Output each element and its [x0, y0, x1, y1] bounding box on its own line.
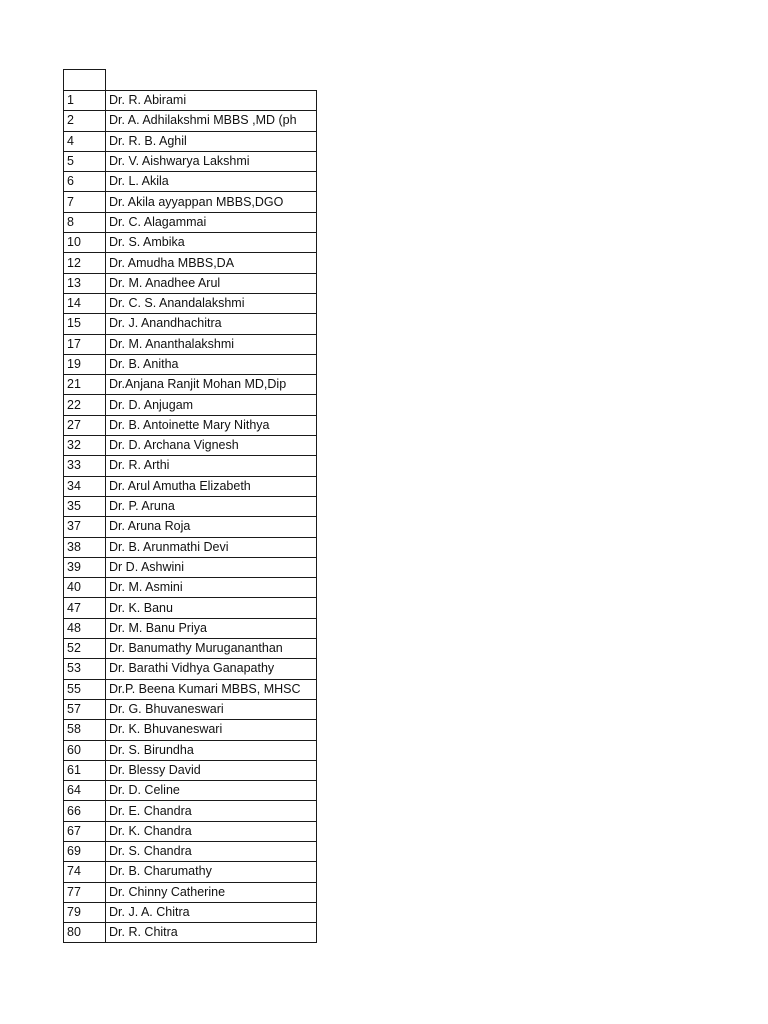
table-row	[64, 598, 317, 618]
header-row	[64, 70, 317, 91]
serial-number-cell: 52	[64, 639, 106, 659]
table-row	[64, 821, 317, 841]
spreadsheet-page	[63, 69, 317, 943]
roster-body	[64, 70, 317, 943]
table-row	[64, 111, 317, 131]
table-row	[64, 395, 317, 415]
serial-number-cell: 67	[64, 821, 106, 841]
doctor-name-cell: Dr. Blessy David	[106, 760, 317, 780]
serial-number-cell: 12	[64, 253, 106, 273]
doctor-name-cell: Dr. B. Charumathy	[106, 862, 317, 882]
doctor-name-cell: Dr. R. Chitra	[106, 923, 317, 943]
table-row	[64, 557, 317, 577]
doctor-name-cell: Dr. J. A. Chitra	[106, 902, 317, 922]
serial-number-cell: 7	[64, 192, 106, 212]
serial-number-cell: 47	[64, 598, 106, 618]
doctor-name-cell: Dr. A. Adhilakshmi MBBS ,MD (ph	[106, 111, 317, 131]
serial-number-cell: 1	[64, 91, 106, 111]
serial-number-cell: 10	[64, 233, 106, 253]
table-row	[64, 354, 317, 374]
serial-number-cell: 15	[64, 314, 106, 334]
doctor-name-cell: Dr. L. Akila	[106, 172, 317, 192]
table-row	[64, 902, 317, 922]
table-row	[64, 841, 317, 861]
serial-number-cell: 19	[64, 354, 106, 374]
table-row	[64, 882, 317, 902]
doctor-name-cell: Dr. Arul Amutha Elizabeth	[106, 476, 317, 496]
table-row	[64, 91, 317, 111]
doctor-name-cell: Dr. G. Bhuvaneswari	[106, 699, 317, 719]
header-number-cell	[64, 70, 106, 91]
serial-number-cell: 53	[64, 659, 106, 679]
table-row	[64, 537, 317, 557]
table-row	[64, 679, 317, 699]
serial-number-cell: 33	[64, 456, 106, 476]
doctor-name-cell: Dr.Anjana Ranjit Mohan MD,Dip	[106, 375, 317, 395]
doctor-name-cell: Dr. R. Abirami	[106, 91, 317, 111]
header-name-cell	[106, 70, 317, 91]
doctor-name-cell: Dr. C. S. Anandalakshmi	[106, 293, 317, 313]
doctor-name-cell: Dr. Amudha MBBS,DA	[106, 253, 317, 273]
doctor-name-cell: Dr. R. Arthi	[106, 456, 317, 476]
serial-number-cell: 60	[64, 740, 106, 760]
doctor-name-cell: Dr. B. Antoinette Mary Nithya	[106, 415, 317, 435]
doctor-name-cell: Dr. K. Banu	[106, 598, 317, 618]
serial-number-cell: 4	[64, 131, 106, 151]
serial-number-cell: 38	[64, 537, 106, 557]
serial-number-cell: 8	[64, 212, 106, 232]
table-row	[64, 172, 317, 192]
doctor-name-cell: Dr. K. Bhuvaneswari	[106, 720, 317, 740]
doctor-name-cell: Dr. K. Chandra	[106, 821, 317, 841]
table-row	[64, 862, 317, 882]
serial-number-cell: 57	[64, 699, 106, 719]
serial-number-cell: 27	[64, 415, 106, 435]
table-row	[64, 212, 317, 232]
table-row	[64, 639, 317, 659]
table-row	[64, 375, 317, 395]
table-row	[64, 659, 317, 679]
serial-number-cell: 5	[64, 151, 106, 171]
serial-number-cell: 55	[64, 679, 106, 699]
serial-number-cell: 40	[64, 578, 106, 598]
doctor-name-cell: Dr. Chinny Catherine	[106, 882, 317, 902]
serial-number-cell: 69	[64, 841, 106, 861]
serial-number-cell: 66	[64, 801, 106, 821]
table-row	[64, 334, 317, 354]
serial-number-cell: 79	[64, 902, 106, 922]
doctor-name-cell: Dr. C. Alagammai	[106, 212, 317, 232]
table-row	[64, 273, 317, 293]
doctor-name-cell: Dr. D. Archana Vignesh	[106, 436, 317, 456]
table-row	[64, 253, 317, 273]
table-row	[64, 923, 317, 943]
serial-number-cell: 74	[64, 862, 106, 882]
table-row	[64, 801, 317, 821]
serial-number-cell: 48	[64, 618, 106, 638]
table-row	[64, 760, 317, 780]
serial-number-cell: 32	[64, 436, 106, 456]
serial-number-cell: 80	[64, 923, 106, 943]
table-row	[64, 314, 317, 334]
doctor-name-cell: Dr. Akila ayyappan MBBS,DGO	[106, 192, 317, 212]
doctor-name-cell: Dr. J. Anandhachitra	[106, 314, 317, 334]
doctor-name-cell: Dr. M. Asmini	[106, 578, 317, 598]
table-row	[64, 192, 317, 212]
serial-number-cell: 64	[64, 781, 106, 801]
doctor-name-cell: Dr. D. Celine	[106, 781, 317, 801]
serial-number-cell: 6	[64, 172, 106, 192]
doctor-name-cell: Dr. R. B. Aghil	[106, 131, 317, 151]
table-row	[64, 618, 317, 638]
table-row	[64, 517, 317, 537]
doctor-name-cell: Dr D. Ashwini	[106, 557, 317, 577]
doctor-name-cell: Dr.P. Beena Kumari MBBS, MHSC	[106, 679, 317, 699]
serial-number-cell: 13	[64, 273, 106, 293]
doctor-name-cell: Dr. M. Ananthalakshmi	[106, 334, 317, 354]
serial-number-cell: 17	[64, 334, 106, 354]
doctor-name-cell: Dr. S. Birundha	[106, 740, 317, 760]
doctor-name-cell: Dr. M. Anadhee Arul	[106, 273, 317, 293]
serial-number-cell: 35	[64, 496, 106, 516]
doctor-name-cell: Dr. S. Chandra	[106, 841, 317, 861]
doctor-name-cell: Dr. D. Anjugam	[106, 395, 317, 415]
table-row	[64, 781, 317, 801]
serial-number-cell: 2	[64, 111, 106, 131]
table-row	[64, 415, 317, 435]
doctor-name-cell: Dr. S. Ambika	[106, 233, 317, 253]
table-row	[64, 131, 317, 151]
serial-number-cell: 34	[64, 476, 106, 496]
doctor-name-cell: Dr. Aruna Roja	[106, 517, 317, 537]
serial-number-cell: 21	[64, 375, 106, 395]
table-row	[64, 496, 317, 516]
table-row	[64, 720, 317, 740]
doctor-name-cell: Dr. E. Chandra	[106, 801, 317, 821]
table-row	[64, 456, 317, 476]
serial-number-cell: 14	[64, 293, 106, 313]
serial-number-cell: 58	[64, 720, 106, 740]
table-row	[64, 740, 317, 760]
table-row	[64, 233, 317, 253]
doctor-name-cell: Dr. Banumathy Murugananthan	[106, 639, 317, 659]
doctor-name-cell: Dr. B. Arunmathi Devi	[106, 537, 317, 557]
serial-number-cell: 39	[64, 557, 106, 577]
table-row	[64, 476, 317, 496]
table-row	[64, 436, 317, 456]
table-row	[64, 699, 317, 719]
table-row	[64, 578, 317, 598]
serial-number-cell: 61	[64, 760, 106, 780]
doctor-name-cell: Dr. M. Banu Priya	[106, 618, 317, 638]
doctor-roster-table	[63, 69, 317, 943]
doctor-name-cell: Dr. Barathi Vidhya Ganapathy	[106, 659, 317, 679]
doctor-name-cell: Dr. B. Anitha	[106, 354, 317, 374]
table-row	[64, 151, 317, 171]
serial-number-cell: 37	[64, 517, 106, 537]
serial-number-cell: 22	[64, 395, 106, 415]
doctor-name-cell: Dr. P. Aruna	[106, 496, 317, 516]
doctor-name-cell: Dr. V. Aishwarya Lakshmi	[106, 151, 317, 171]
table-row	[64, 293, 317, 313]
serial-number-cell: 77	[64, 882, 106, 902]
